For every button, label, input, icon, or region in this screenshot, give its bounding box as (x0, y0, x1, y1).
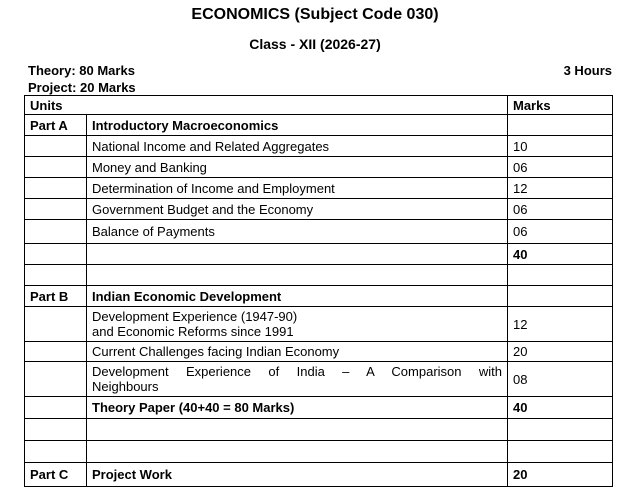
topic-cell: Balance of Payments (87, 220, 508, 244)
part-c-title: Project Work (87, 463, 508, 487)
marks-cell (508, 115, 613, 136)
table-row (25, 157, 613, 178)
part-c-marks: 20 (508, 463, 613, 487)
part-a-total: 40 (508, 244, 613, 265)
unit-cell (25, 178, 87, 199)
table-row (25, 178, 613, 199)
marks-cell: 12 (508, 307, 613, 342)
topic-cell: Government Budget and the Economy (87, 199, 508, 220)
part-b-label: Part B (25, 286, 87, 307)
topic-line: Development Experience of India – A Comparison with (92, 364, 502, 379)
table-row (25, 342, 613, 362)
table-row (25, 362, 613, 397)
table-row (25, 199, 613, 220)
unit-cell (25, 244, 87, 265)
unit-cell (25, 136, 87, 157)
unit-cell (25, 199, 87, 220)
marks-cell: 06 (508, 157, 613, 178)
marks-cell (508, 286, 613, 307)
marks-cell: 08 (508, 362, 613, 397)
table-row (25, 136, 613, 157)
header-row (25, 96, 613, 115)
topic-cell: Determination of Income and Employment (87, 178, 508, 199)
table-row (25, 286, 613, 307)
topic-line: Development Experience (1947-90) (92, 309, 298, 324)
unit-cell (25, 342, 87, 362)
unit-cell (25, 397, 87, 419)
part-a-label: Part A (25, 115, 87, 136)
marks-cell: 06 (508, 199, 613, 220)
table-row (25, 463, 613, 487)
table-row (25, 397, 613, 419)
theory-paper-total-label: Theory Paper (40+40 = 80 Marks) (87, 397, 508, 419)
marks-cell: 12 (508, 178, 613, 199)
table-row (25, 115, 613, 136)
marks-cell: 10 (508, 136, 613, 157)
spacer-row (25, 441, 613, 463)
syllabus-table (24, 95, 613, 487)
class-line: Class - XII (2026-27) (249, 36, 381, 52)
marks-header: Marks (508, 96, 613, 115)
table-row (25, 307, 613, 342)
unit-cell (25, 307, 87, 342)
part-a-title: Introductory Macroeconomics (87, 115, 508, 136)
table-row (25, 220, 613, 244)
topic-cell: Money and Banking (87, 157, 508, 178)
topic-cell (87, 362, 508, 397)
topic-cell (87, 307, 508, 342)
unit-cell (25, 220, 87, 244)
topic-cell: Current Challenges facing Indian Economy (87, 342, 508, 362)
table-row (25, 244, 613, 265)
spacer-row (25, 419, 613, 441)
marks-cell: 20 (508, 342, 613, 362)
document-title: ECONOMICS (Subject Code 030) (191, 6, 439, 23)
unit-cell (25, 157, 87, 178)
topic-line: and Economic Reforms since 1991 (92, 324, 294, 339)
project-marks: Project: 20 Marks (28, 80, 136, 95)
topic-cell: National Income and Related Aggregates (87, 136, 508, 157)
unit-cell (25, 362, 87, 397)
theory-marks: Theory: 80 Marks (28, 63, 135, 78)
topic-cell (87, 244, 508, 265)
part-b-title: Indian Economic Development (87, 286, 508, 307)
topic-line: Neighbours (92, 379, 159, 394)
part-b-total: 40 (508, 397, 613, 419)
duration: 3 Hours (563, 63, 612, 78)
spacer-row (25, 265, 613, 286)
units-header: Units (25, 96, 508, 115)
marks-cell: 06 (508, 220, 613, 244)
part-c-label: Part C (25, 463, 87, 487)
